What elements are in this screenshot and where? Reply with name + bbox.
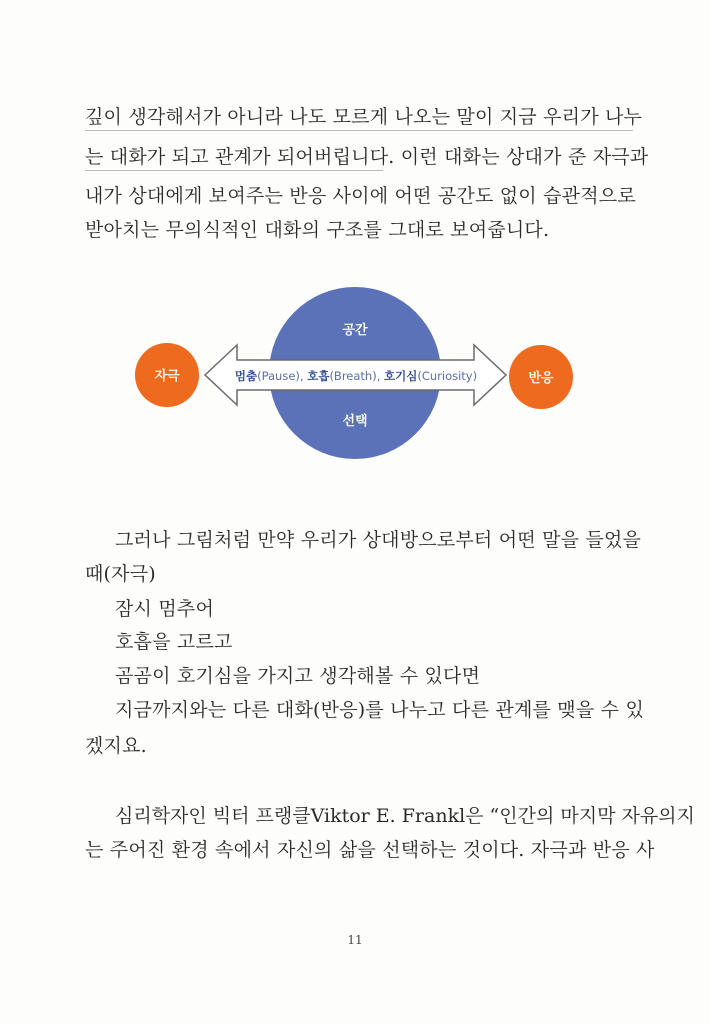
paragraph3-line-2: 는 주어진 환경 속에서 자신의 삶을 선택하는 것이다. 자극과 반응 사 [85,839,655,861]
paragraph1-line-1: 깊이 생각해서가 아니라 나도 모르게 나오는 말이 지금 우리가 나누 [85,106,643,128]
arrow-pause: 멈춤 [234,369,258,383]
arrow-caption [235,369,477,383]
paragraph1-line-4: 받아치는 무의식적인 대화의 구조를 그대로 보여줍니다. [85,219,550,241]
paragraph2-line-7: 겠지요. [85,735,147,757]
paragraph2-line-6: 지금까지와는 다른 대화(반응)를 나누고 다른 관계를 맺을 수 있 [115,699,644,721]
paragraph1-line-3: 내가 상대에게 보여주는 반응 사이에 어떤 공간도 없이 습관적으로 [85,185,636,207]
space-label: 공간 [342,323,368,338]
paragraph3-line-1: 심리학자인 빅터 프랭클Viktor E. Frankl은 “인간의 마지막 자유의지 [115,805,695,827]
paragraph2-line-2: 때(자극) [85,563,156,585]
paragraph2-line-1: 그러나 그림처럼 만약 우리가 상대방으로부터 어떤 말을 들었을 [115,529,642,551]
paragraph1-line-2: 는 대화가 되고 관계가 되어버립니다. 이런 대화는 상대가 준 자극과 [85,146,649,168]
paragraph2-line-5: 곰곰이 호기심을 가지고 생각해볼 수 있다면 [115,665,481,687]
arrow-breath-en: (Breath), [329,369,385,383]
page-number: 11 [347,933,363,947]
response-label: 반응 [528,371,554,386]
arrow-curiosity: 호기심 [384,369,418,383]
paragraph2-line-3: 잠시 멈추어 [115,598,215,620]
arrow-breath: 호흡 [307,369,330,383]
paragraph2-line-4: 호흡을 고르고 [115,631,233,653]
choice-label: 선택 [342,414,368,429]
arrow-pause-en: (Pause), [257,369,308,383]
arrow-curiosity-en: (Curiosity) [417,369,478,383]
stimulus-label: 자극 [154,369,180,384]
